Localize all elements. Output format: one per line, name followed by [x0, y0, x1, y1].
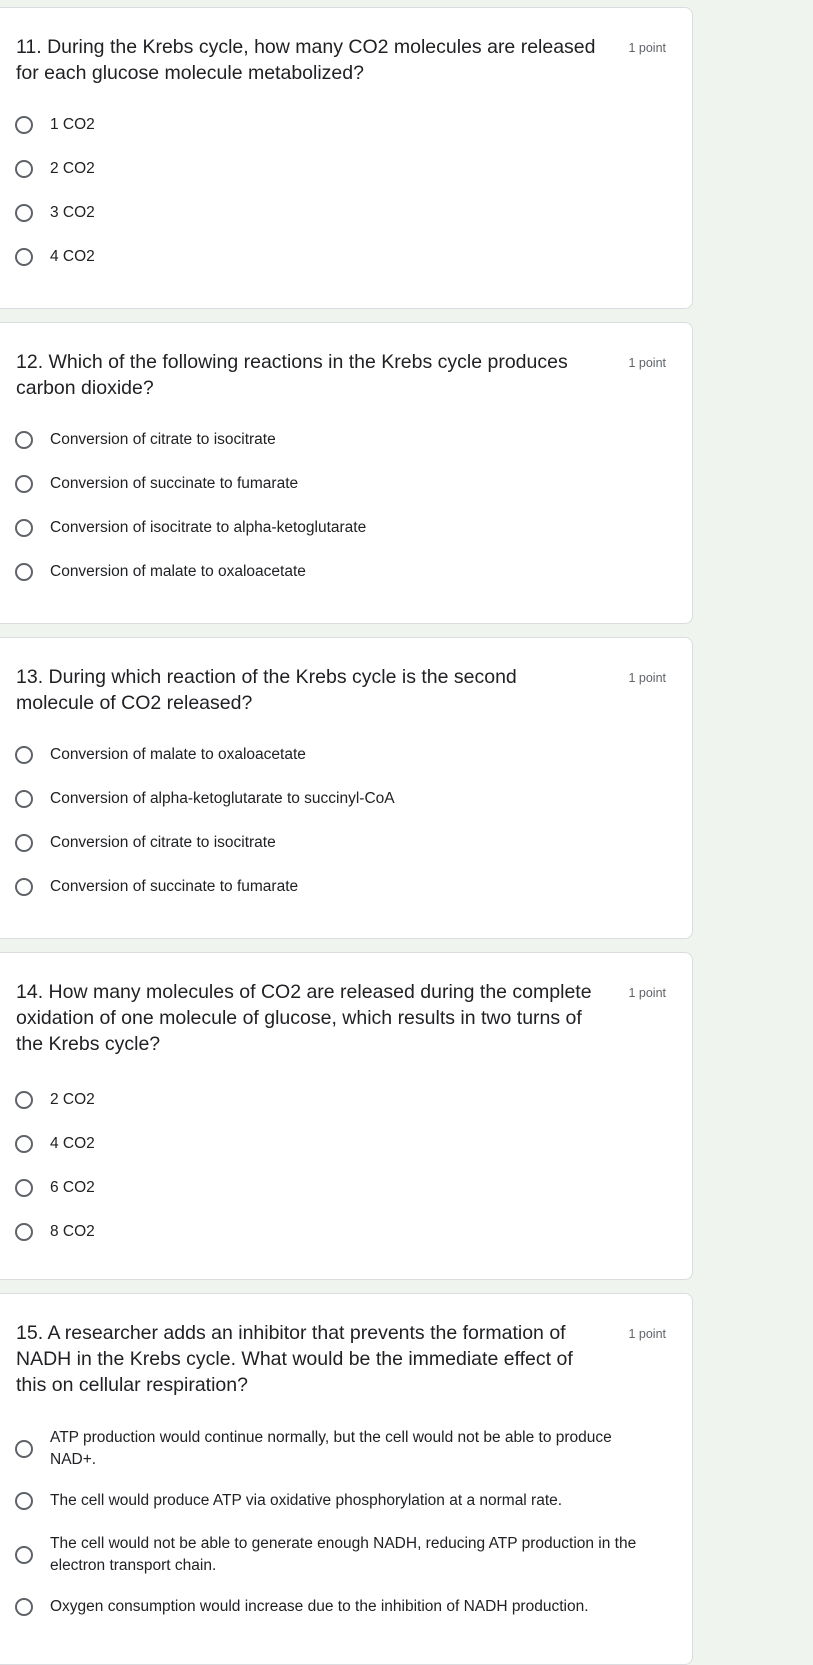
radio-circle-icon[interactable] [15, 1492, 33, 1510]
question-title: 14. How many molecules of CO2 are released during the complete oxidation of one molecule of glucose, which results in two turns of the Krebs cycle? [16, 981, 592, 1055]
option-radio[interactable] [15, 429, 655, 451]
radio-circle-icon[interactable] [15, 475, 33, 493]
question-card-13 [0, 637, 693, 939]
question-title: 11. During the Krebs cycle, how many CO2 molecules are released for each glucose molecule metabolized? [16, 36, 596, 84]
radio-circle-icon[interactable] [15, 431, 33, 449]
option-radio[interactable] [15, 1133, 655, 1155]
radio-circle-icon[interactable] [15, 563, 33, 581]
option-radio[interactable] [15, 202, 655, 224]
radio-circle-icon[interactable] [15, 204, 33, 222]
question-title: 15. A researcher adds an inhibitor that prevents the formation of NADH in the Krebs cycle. What would be the immediate effect of this on cellular respiration? [16, 1322, 573, 1396]
points-label: 1 point [628, 41, 666, 55]
option-radio[interactable] [15, 1427, 655, 1471]
option-radio[interactable] [15, 1533, 655, 1577]
option-label: Conversion of succinate to fumarate [50, 878, 299, 895]
option-label: 8 CO2 [50, 1223, 95, 1240]
question-title: 13. During which reaction of the Krebs cycle is the second molecule of CO2 released? [16, 666, 517, 714]
points-label: 1 point [628, 356, 666, 370]
option-label: Oxygen consumption would increase due to the inhibition of NADH production. [50, 1598, 589, 1615]
option-label: The cell would produce ATP via oxidative phosphorylation at a normal rate. [50, 1492, 563, 1509]
option-label: 4 CO2 [50, 248, 95, 265]
option-label: 2 CO2 [50, 1091, 95, 1108]
question-card-14 [0, 952, 693, 1280]
radio-circle-icon[interactable] [15, 1598, 33, 1616]
question-title: 12. Which of the following reactions in the Krebs cycle produces carbon dioxide? [16, 351, 568, 399]
radio-circle-icon[interactable] [15, 1546, 33, 1564]
option-label: 1 CO2 [50, 116, 95, 133]
points-label: 1 point [628, 1327, 666, 1341]
question-card-11 [0, 7, 693, 309]
option-radio[interactable] [15, 744, 655, 766]
radio-circle-icon[interactable] [15, 116, 33, 134]
option-label: Conversion of citrate to isocitrate [50, 431, 276, 448]
question-card-15 [0, 1293, 693, 1665]
option-radio[interactable] [15, 561, 655, 583]
option-label: Conversion of malate to oxaloacetate [50, 746, 306, 763]
radio-circle-icon[interactable] [15, 1440, 33, 1458]
radio-circle-icon[interactable] [15, 248, 33, 266]
option-label: Conversion of alpha-ketoglutarate to succinyl-CoA [50, 790, 395, 807]
option-label: The cell would not be able to generate enough NADH, reducing ATP production in the electron transport chain. [50, 1535, 637, 1574]
option-label: 2 CO2 [50, 160, 95, 177]
option-radio[interactable] [15, 876, 655, 898]
option-label: Conversion of malate to oxaloacetate [50, 563, 306, 580]
radio-circle-icon[interactable] [15, 519, 33, 537]
option-label: 3 CO2 [50, 204, 95, 221]
points-label: 1 point [628, 986, 666, 1000]
option-label: 6 CO2 [50, 1179, 95, 1196]
option-radio[interactable] [15, 158, 655, 180]
question-card-12 [0, 322, 693, 624]
radio-circle-icon[interactable] [15, 1135, 33, 1153]
option-radio[interactable] [15, 1177, 655, 1199]
radio-circle-icon[interactable] [15, 790, 33, 808]
radio-circle-icon[interactable] [15, 1091, 33, 1109]
option-label: 4 CO2 [50, 1135, 95, 1152]
option-label: Conversion of citrate to isocitrate [50, 834, 276, 851]
option-radio[interactable] [15, 517, 655, 539]
option-radio[interactable] [15, 1490, 655, 1512]
radio-circle-icon[interactable] [15, 1223, 33, 1241]
option-label: Conversion of isocitrate to alpha-ketoglutarate [50, 519, 367, 536]
radio-circle-icon[interactable] [15, 746, 33, 764]
radio-circle-icon[interactable] [15, 160, 33, 178]
option-radio[interactable] [15, 1089, 655, 1111]
radio-circle-icon[interactable] [15, 1179, 33, 1197]
option-radio[interactable] [15, 832, 655, 854]
option-radio[interactable] [15, 1221, 655, 1243]
option-radio[interactable] [15, 1596, 655, 1618]
radio-circle-icon[interactable] [15, 834, 33, 852]
option-label: ATP production would continue normally, but the cell would not be able to produce NAD+. [50, 1429, 612, 1468]
option-label: Conversion of succinate to fumarate [50, 475, 299, 492]
option-radio[interactable] [15, 788, 655, 810]
option-radio[interactable] [15, 473, 655, 495]
points-label: 1 point [628, 671, 666, 685]
option-radio[interactable] [15, 114, 655, 136]
radio-circle-icon[interactable] [15, 878, 33, 896]
option-radio[interactable] [15, 246, 655, 268]
